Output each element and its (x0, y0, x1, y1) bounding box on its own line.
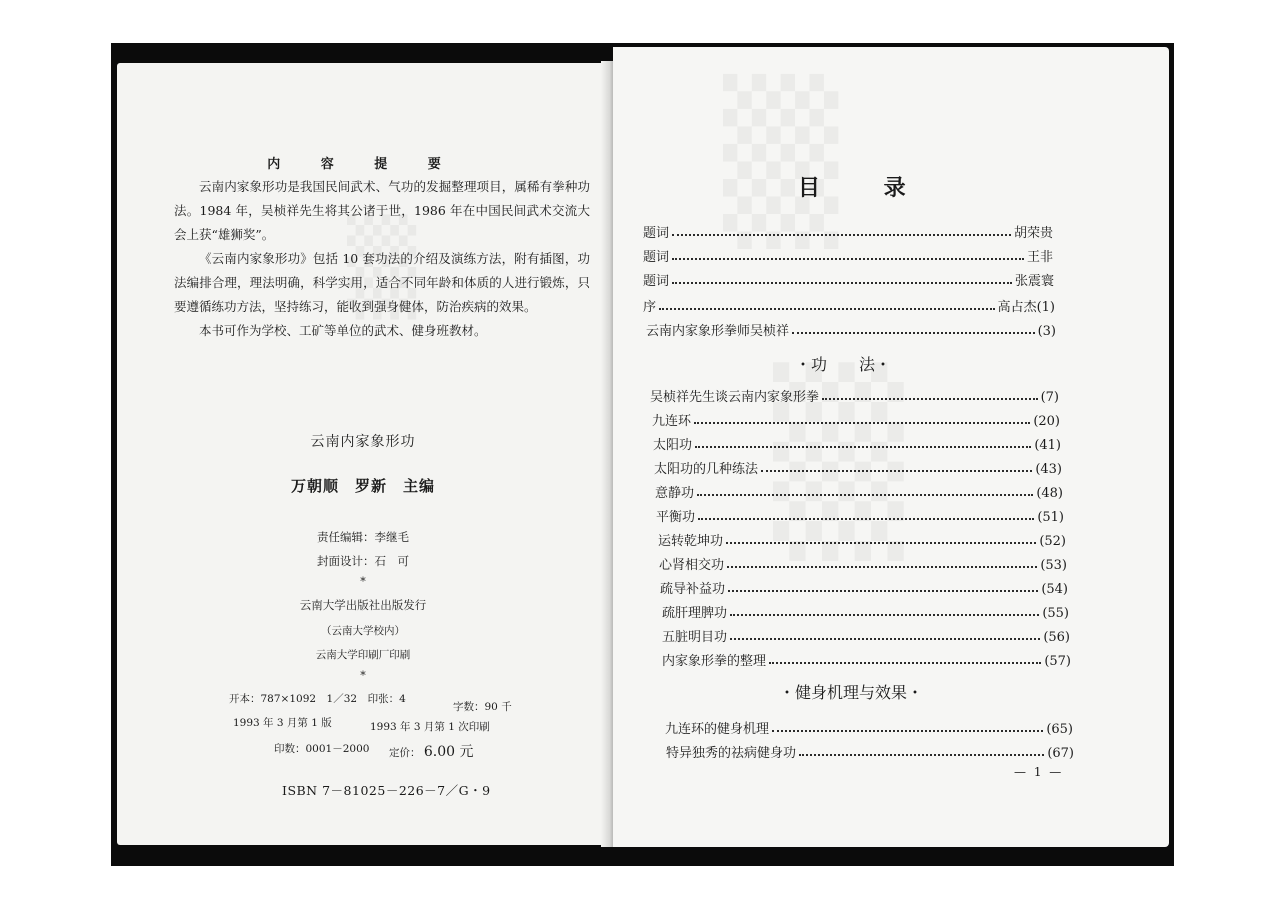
leader-dots (697, 494, 1033, 496)
toc-entry-label: 九连环 (652, 414, 692, 429)
toc-entry-label: 云南内家象形拳师吴桢祥 (646, 324, 790, 339)
leader-dots (698, 518, 1034, 520)
left-page (117, 63, 609, 845)
toc-entry-page: 胡荣贵 (1013, 226, 1053, 241)
toc-entry (662, 647, 1071, 669)
first-edition: 1993 年 3 月第 1 版 (233, 717, 332, 729)
leader-dots (672, 234, 1011, 236)
toc-entry (662, 623, 1070, 645)
toc-entry (643, 267, 1054, 289)
cover-designer: 封面设计：石 可 (317, 554, 409, 568)
leader-dots (694, 422, 1030, 424)
section-heading: ・功 法・ (795, 355, 892, 374)
toc-entry-page: (41) (1034, 438, 1061, 453)
toc-entry-page: (7) (1040, 390, 1059, 405)
toc-entry-label: 吴桢祥先生谈云南内家象形拳 (650, 390, 820, 405)
word-count: 字数：90 千 (453, 701, 512, 713)
leader-dots (769, 662, 1041, 664)
toc-entry (643, 219, 1053, 241)
toc-entry (665, 715, 1073, 737)
toc-entry-page: 张震寰 (1014, 274, 1054, 289)
toc-entry (656, 503, 1064, 525)
toc-entry-label: 题词 (643, 250, 670, 265)
price-value: 6.00 元 (423, 744, 474, 760)
summary-title: 内 容 提 要 (267, 157, 459, 172)
toc-entry-page: (3) (1037, 324, 1056, 339)
right-page (613, 47, 1169, 847)
toc-entry-label: 疏导补益功 (660, 582, 726, 597)
summary-body (174, 175, 590, 343)
publisher: 云南大学出版社出版发行 (299, 598, 427, 612)
leader-dots (695, 446, 1031, 448)
toc-entry-page: (53) (1040, 558, 1067, 573)
toc-entry (662, 599, 1069, 621)
separator-star: * (360, 575, 366, 588)
toc-entry-label: 运转乾坤功 (658, 534, 724, 549)
toc-entry-label: 题词 (643, 226, 670, 241)
book-title: 云南内家象形功 (310, 434, 416, 450)
isbn: ISBN 7－81025－226－7／G・9 (282, 783, 491, 798)
toc-entry-label: 意静功 (655, 486, 695, 501)
toc-entry (653, 431, 1061, 453)
print-run: 印数：0001－2000 (274, 743, 370, 755)
page-number: — 1 — (1014, 765, 1064, 779)
toc-entry-label: 特异独秀的祛病健身功 (666, 746, 797, 761)
leader-dots (672, 258, 1024, 260)
toc-entry-page: (20) (1033, 414, 1060, 429)
toc-entry (643, 293, 1055, 315)
leader-dots (659, 308, 995, 310)
first-printing: 1993 年 3 月第 1 次印刷 (370, 721, 490, 733)
toc-entry (659, 551, 1067, 573)
toc-entry-page: (43) (1035, 462, 1062, 477)
scanned-book-spread (111, 43, 1174, 866)
toc-entry (660, 575, 1068, 597)
toc-entry-page: (52) (1039, 534, 1066, 549)
format-spec: 开本：787×1092 1／32 印张：4 (229, 693, 406, 705)
leader-dots (727, 566, 1037, 568)
toc-entry-page: (67) (1047, 746, 1074, 761)
toc-entry-label: 疏肝理脾功 (662, 606, 728, 621)
toc-entry (655, 479, 1063, 501)
toc-entry-page: (51) (1037, 510, 1064, 525)
publisher-address: （云南大学校内） (321, 625, 405, 637)
toc-entry-page: 高占杰(1) (997, 300, 1055, 315)
toc-entry (646, 317, 1056, 339)
summary-paragraph: 云南内家象形功是我国民间武术、气功的发掘整理项目，属稀有拳种功法。1984 年，吴桢祥先生将其公诸于世，1986 年在中国民间武术交流大会上获“雄狮奖”。 (174, 179, 590, 242)
responsible-editor: 责任编辑：李继毛 (317, 530, 409, 544)
summary-paragraph: 本书可作为学校、工矿等单位的武术、健身班教材。 (199, 323, 487, 338)
toc-entry-page: 王非 (1026, 250, 1053, 265)
leader-dots (730, 614, 1039, 616)
leader-dots (799, 754, 1044, 756)
toc-entry-label: 太阳功 (653, 438, 693, 453)
toc-entry-label: 心肾相交功 (659, 558, 725, 573)
leader-dots (792, 332, 1035, 334)
toc-entry (652, 407, 1060, 429)
printer: 云南大学印刷厂印刷 (315, 649, 411, 661)
toc-entry-label: 太阳功的几种练法 (654, 462, 759, 477)
toc-entry (650, 383, 1059, 405)
toc-entry (658, 527, 1066, 549)
leader-dots (761, 470, 1032, 472)
price (389, 741, 473, 761)
toc-title: 目 录 (798, 175, 934, 201)
leader-dots (726, 542, 1036, 544)
toc-entry-label: 题词 (643, 274, 670, 289)
summary-paragraph: 《云南内家象形功》包括 10 套功法的介绍及演练方法，附有插图，功法编排合理，理法明确，科学实用，适合不同年龄和体质的人进行锻炼，只要遵循练功方法，坚持练习，能收到强身健体，防治疾病的效果。 (174, 251, 590, 314)
price-label: 定价： (389, 747, 421, 759)
leader-dots (728, 590, 1038, 592)
toc-entry (666, 739, 1074, 761)
toc-entry (643, 243, 1053, 265)
toc-entry-label: 序 (643, 300, 657, 315)
editors-line: 万朝顺 罗新 主编 (290, 477, 435, 495)
toc-entry-page: (57) (1044, 654, 1071, 669)
toc-entry-page: (54) (1041, 582, 1068, 597)
separator-star: * (360, 669, 366, 682)
toc-entry-page: (55) (1042, 606, 1069, 621)
leader-dots (672, 282, 1012, 284)
bleed-through-shadow (723, 87, 838, 237)
section-heading: ・健身机理与效果・ (779, 683, 924, 702)
toc-entry-label: 九连环的健身机理 (665, 722, 770, 737)
toc-entry (654, 455, 1062, 477)
toc-entry-label: 内家象形拳的整理 (662, 654, 767, 669)
leader-dots (730, 638, 1040, 640)
toc-entry-page: (48) (1036, 486, 1063, 501)
toc-entry-page: (56) (1043, 630, 1070, 645)
toc-entry-label: 五脏明目功 (662, 630, 728, 645)
leader-dots (772, 730, 1043, 732)
leader-dots (822, 398, 1038, 400)
toc-entry-page: (65) (1046, 722, 1073, 737)
toc-entry-label: 平衡功 (656, 510, 696, 525)
